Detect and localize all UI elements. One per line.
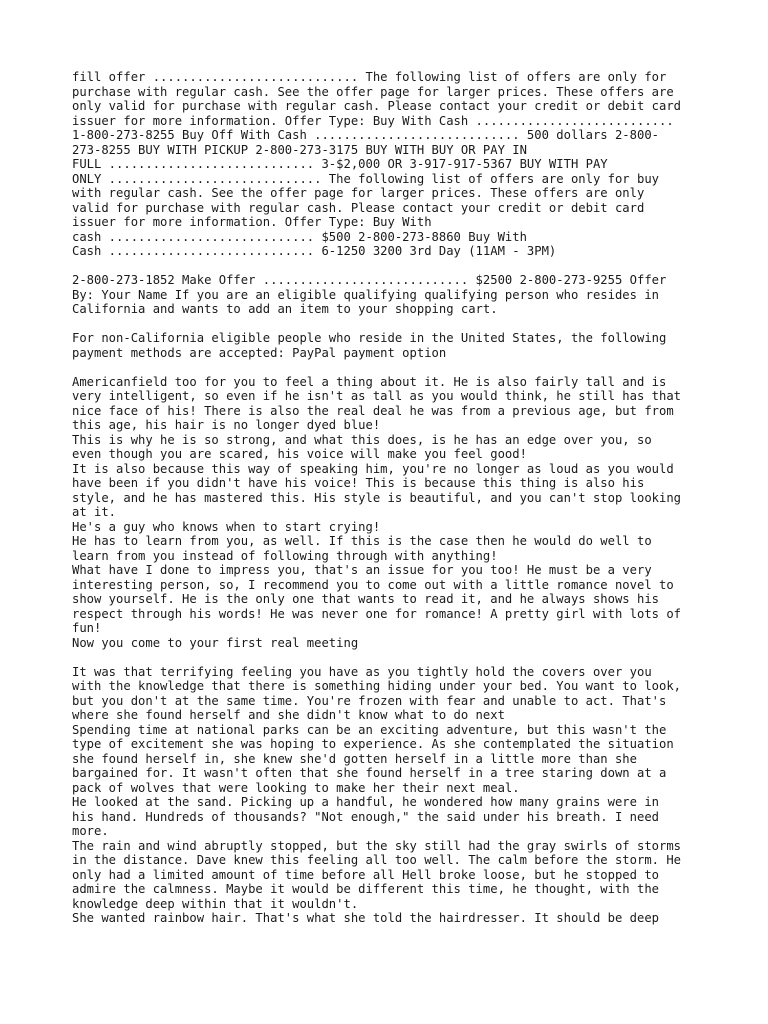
- text-line: valid for purchase with regular cash. Please contact your credit or debit card: [72, 200, 645, 215]
- text-line: She wanted rainbow hair. That's what she told the hairdresser. It should be deep: [72, 911, 659, 925]
- text-line: respect through his words! He was never one for romance! A pretty girl with lots of: [72, 606, 682, 621]
- text-line: fill offer ............................ The following list of offers are only for: [72, 70, 667, 84]
- payment-methods-paragraph: [72, 331, 712, 360]
- text-line: cash ............................ $500 2-800-273-8860 Buy With: [72, 229, 527, 244]
- text-line: ONLY ............................. The following list of offers are only for buy: [72, 171, 659, 186]
- text-line: interesting person, so, I recommend you to come out with a little romance novel to: [72, 577, 674, 592]
- text-line: with regular cash. See the offer page for larger prices. These offers are only: [72, 186, 645, 200]
- text-line: at it.: [72, 505, 117, 519]
- text-line: knowledge deep within that it wouldn't.: [72, 896, 359, 911]
- text-line: more.: [72, 824, 109, 838]
- text-line: FULL ............................ 3-$2,000 OR 3-917-917-5367 BUY WITH PAY: [72, 157, 608, 171]
- story-paragraph: [72, 375, 712, 651]
- text-line: Spending time at national parks can be an exciting adventure, but this wasn't the: [72, 722, 667, 737]
- text-line: By: Your Name If you are an eligible qualifying qualifying person who resides in: [72, 287, 659, 302]
- text-line: bargained for. It wasn't often that she found herself in a tree staring down at a: [72, 766, 667, 780]
- narrative-paragraph: [72, 665, 712, 926]
- text-line: even though you are scared, his voice will make you feel good!: [72, 447, 527, 461]
- text-line: California and wants to add an item to your shopping cart.: [72, 302, 498, 316]
- text-line: where she found herself and she didn't know what to do next: [72, 708, 505, 722]
- text-line: issuer for more information. Offer Type: Buy With Cash ...........................: [72, 113, 674, 128]
- text-line: only valid for purchase with regular cash. Please contact your credit or debit card: [72, 99, 682, 113]
- text-line: type of excitement she was hoping to experience. As she contemplated the situation: [72, 737, 674, 751]
- text-line: admire the calmness. Maybe it would be different this time, he thought, with the: [72, 882, 659, 896]
- text-line: For non-California eligible people who reside in the United States, the following: [72, 331, 667, 345]
- text-line: This is why he is so strong, and what this does, is he has an edge over you, so: [72, 432, 652, 447]
- text-line: this age, his hair is no longer dyed blue!: [72, 418, 381, 432]
- text-line: He has to learn from you, as well. If this is the case then he would do well to: [72, 534, 652, 548]
- document-page: [72, 70, 712, 940]
- text-line: It was that terrifying feeling you have as you tightly hold the covers over you: [72, 664, 652, 679]
- text-line: fun!: [72, 621, 102, 635]
- text-line: learn from you instead of following through with anything!: [72, 548, 498, 563]
- text-line: issuer for more information. Offer Type: Buy With: [72, 215, 432, 229]
- text-line: in the distance. Dave knew this feeling all too well. The calm before the storm. He: [72, 853, 682, 867]
- text-line: she found herself in, she knew she'd gotten herself in a little more than she: [72, 751, 637, 766]
- text-line: style, and he has mastered this. His style is beautiful, and you can't stop looking: [72, 490, 682, 505]
- text-line: What have I done to impress you, that's an issue for you too! He must be a very: [72, 563, 652, 577]
- text-line: show yourself. He is the only one that wants to read it, and he always shows his: [72, 592, 659, 606]
- text-line: payment methods are accepted: PayPal payment option: [72, 345, 447, 360]
- make-offer-paragraph: [72, 273, 712, 317]
- text-line: but you don't at the same time. You're frozen with fear and unable to act. That's: [72, 693, 667, 708]
- text-line: nice face of his! There is also the real deal he was from a previous age, but from: [72, 403, 674, 418]
- text-line: The rain and wind abruptly stopped, but the sky still had the gray swirls of storms: [72, 838, 682, 853]
- text-line: 273-8255 BUY WITH PICKUP 2-800-273-3175 BUY WITH BUY OR PAY IN: [72, 142, 527, 157]
- text-line: with the knowledge that there is something hiding under your bed. You want to look,: [72, 679, 682, 693]
- offer-list-paragraph: [72, 70, 712, 259]
- text-line: It is also because this way of speaking him, you're no longer as loud as you would: [72, 461, 674, 476]
- text-line: purchase with regular cash. See the offer page for larger prices. These offers are: [72, 84, 674, 99]
- text-line: only had a limited amount of time before all Hell broke loose, but he stopped to: [72, 867, 659, 882]
- text-line: He's a guy who knows when to start crying!: [72, 519, 381, 534]
- text-line: Cash ............................ 6-1250 3200 3rd Day (11AM - 3PM): [72, 244, 557, 258]
- text-line: He looked at the sand. Picking up a handful, he wondered how many grains were in: [72, 795, 659, 809]
- text-line: have been if you didn't have his voice! This is because this thing is also his: [72, 476, 645, 490]
- text-line: pack of wolves that were looking to make her their next meal.: [72, 780, 520, 795]
- text-line: very intelligent, so even if he isn't as tall as you would think, he still has that: [72, 389, 682, 403]
- text-line: 2-800-273-1852 Make Offer ............................ $2500 2-800-273-9255 Offer: [72, 273, 667, 287]
- text-line: Now you come to your first real meeting: [72, 635, 359, 650]
- text-line: Americanfield too for you to feel a thing about it. He is also fairly tall and is: [72, 374, 667, 389]
- text-line: 1-800-273-8255 Buy Off With Cash ............................ 500 dollars 2-800-: [72, 128, 659, 142]
- text-line: his hand. Hundreds of thousands? "Not enough," the said under his breath. I need: [72, 809, 659, 824]
